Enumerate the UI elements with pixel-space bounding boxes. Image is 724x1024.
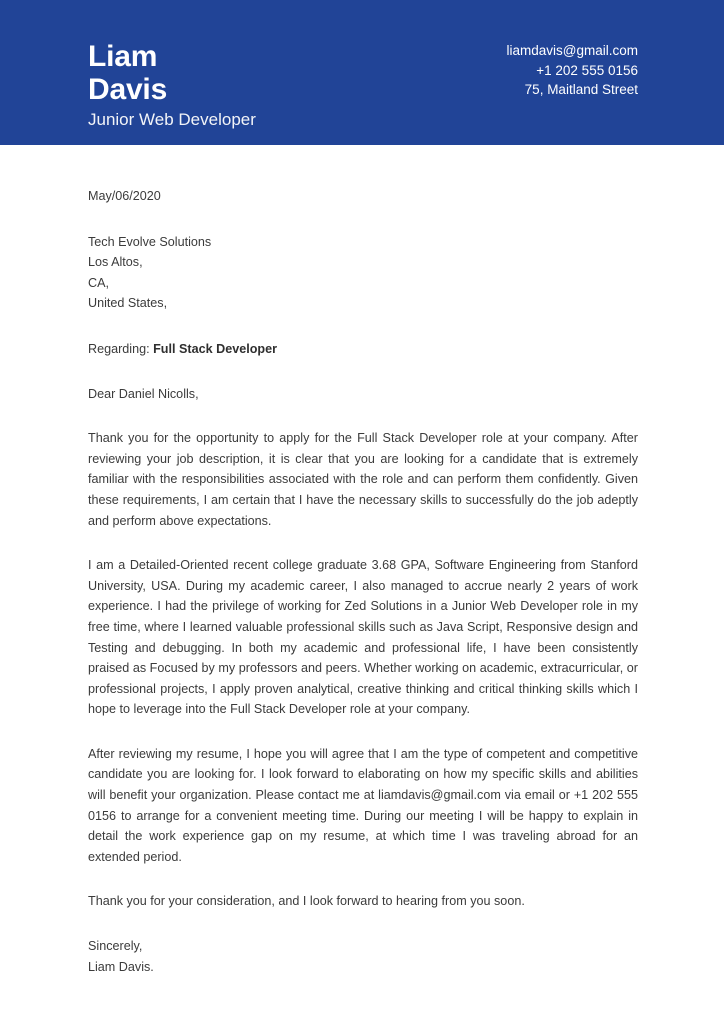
recipient-country: United States, [88, 296, 168, 311]
signoff-closing: Sincerely, [88, 939, 143, 954]
recipient-state: CA, [88, 275, 109, 290]
recipient-company: Tech Evolve Solutions [88, 234, 212, 249]
regarding-line [88, 339, 638, 360]
body-paragraph-3: After reviewing my resume, I hope you will agree that I am the type of competent and competitive candidate you are looking for. I look forward to elaborating on how my specific skills and abilities will benefit your organization. Please contact me at liamdavis@gmail.com via email or +1 202 555 0156 to arrange for a convenient meeting time. During our meeting I will be happy to explain in detail the work experience gap on my resume, at which time I was traveling abroad for an extended period. [88, 746, 638, 864]
recipient-city: Los Altos, [88, 255, 143, 270]
body-paragraph-2: I am a Detailed-Oriented recent college graduate 3.68 GPA, Software Engineering from Stanford University, USA. During my academic career, I also managed to accrue nearly 2 years of work experience. I had the privilege of working for Zed Solutions in a Junior Web Developer role in my free time, where I learned valuable professional skills such as Java Script, Responsive design and Testing and debugging. In both my academic and professional life, I have been consistently praised as Focused by my professors and peers. Whether working on academic, extracurricular, or professional projects, I apply proven analytical, creative thinking and critical thinking skills which I hope to leverage into the Full Stack Developer role at your company. [88, 558, 638, 717]
regarding-label: Regarding: [88, 341, 154, 356]
header-identity-block [0, 0, 256, 132]
letter-date: May/06/2020 [88, 189, 161, 203]
regarding-role: Full Stack Developer [153, 341, 277, 356]
salutation: Dear Daniel Nicolls, [88, 386, 199, 401]
signoff-signature: Liam Davis. [88, 959, 154, 974]
applicant-first-name: Liam [88, 40, 158, 73]
header-contact-block [507, 0, 724, 100]
applicant-job-title: Junior Web Developer [88, 110, 256, 129]
recipient-address-block [88, 232, 638, 314]
body-paragraph-1: Thank you for the opportunity to apply for the Full Stack Developer role at your company. After reviewing your job description, it is clear that you are looking for a candidate that is extremely familiar with the responsibilities associated with the role and can perform them confidently. Given these requirements, I am certain that I have the necessary skills to successfully do the job adeptly and perform above expectations. [88, 431, 638, 528]
letter-header-banner [0, 0, 724, 145]
body-paragraph-4: Thank you for your consideration, and I look forward to hearing from you soon. [88, 894, 525, 909]
signoff-block [88, 936, 638, 977]
contact-email: liamdavis@gmail.com [506, 43, 638, 58]
contact-address: 75, Maitland Street [524, 82, 638, 97]
letter-body [0, 186, 724, 977]
contact-phone: +1 202 555 0156 [536, 62, 638, 78]
applicant-last-name: Davis [88, 73, 168, 106]
